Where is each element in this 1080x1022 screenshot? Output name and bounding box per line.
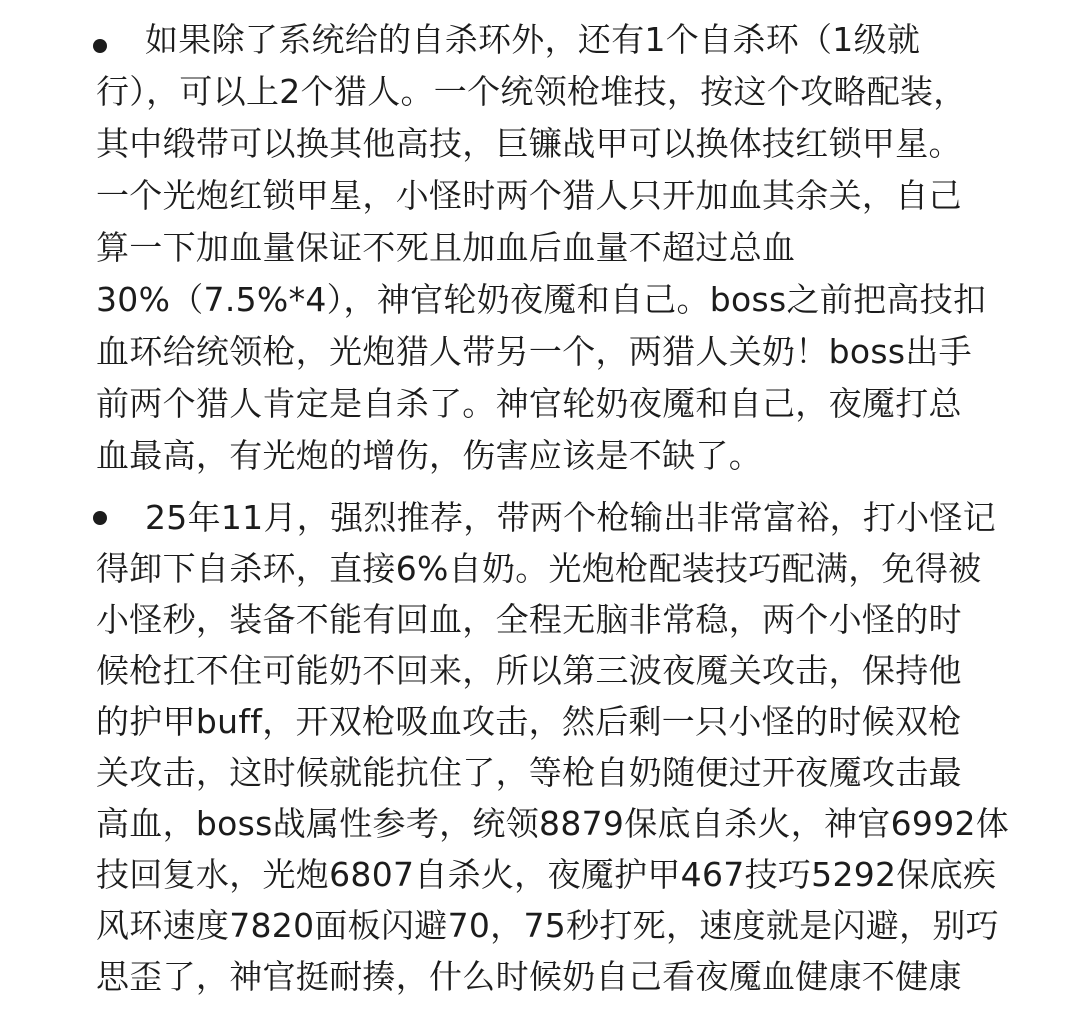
paragraph-line: 算一下加血量保证不死且加血后血量不超过总血	[96, 228, 796, 267]
paragraph-line: 高血，boss战属性参考，统领8879保底自杀火，神官6992体	[96, 804, 1010, 843]
paragraph-line: 小怪秒，装备不能有回血，全程无脑非常稳，两个小怪的时	[96, 600, 962, 639]
paragraph-line: 的护甲buff，开双枪吸血攻击，然后剩一只小怪的时候双枪	[96, 702, 962, 741]
paragraph-line: 血最高，有光炮的增伤，伤害应该是不缺了。	[96, 436, 762, 475]
paragraph-line: 技回复水，光炮6807自杀火，夜魇护甲467技巧5292保底疾	[96, 855, 997, 894]
bullet-dot-icon	[93, 39, 107, 53]
paragraph-line: 得卸下自杀环，直接6%自奶。光炮枪配装技巧配满，免得被	[96, 549, 982, 588]
paragraph-line: 前两个猎人肯定是自杀了。神官轮奶夜魇和自己，夜魇打总	[96, 384, 962, 423]
paragraph-line: 一个光炮红锁甲星，小怪时两个猎人只开加血其余关，自己	[96, 176, 962, 215]
paragraph-line: 其中缎带可以换其他高技，巨镰战甲可以换体技红锁甲星。	[96, 124, 962, 163]
paragraph-line: 候枪扛不住可能奶不回来，所以第三波夜魇关攻击，保持他	[96, 651, 962, 690]
paragraph-line: 血环给统领枪，光炮猎人带另一个，两猎人关奶！boss出手	[96, 332, 972, 371]
paragraph-line: 如果除了系统给的自杀环外，还有1个自杀环（1级就	[145, 20, 921, 59]
paragraph-line: 25年11月，强烈推荐，带两个枪输出非常富裕，打小怪记	[145, 498, 997, 537]
paragraph-line: 行），可以上2个猎人。一个统领枪堆技，按这个攻略配装，	[96, 72, 967, 111]
paragraph-line: 风环速度7820面板闪避70，75秒打死，速度就是闪避，别巧	[96, 906, 999, 945]
paragraph-line: 关攻击，这时候就能抗住了，等枪自奶随便过开夜魇攻击最	[96, 753, 962, 792]
paragraph-line: 30%（7.5%*4），神官轮奶夜魇和自己。boss之前把高技扣	[96, 280, 987, 319]
bullet-dot-icon	[93, 511, 107, 525]
paragraph-line: 思歪了，神官挺耐揍，什么时候奶自己看夜魇血健康不健康	[96, 957, 962, 996]
